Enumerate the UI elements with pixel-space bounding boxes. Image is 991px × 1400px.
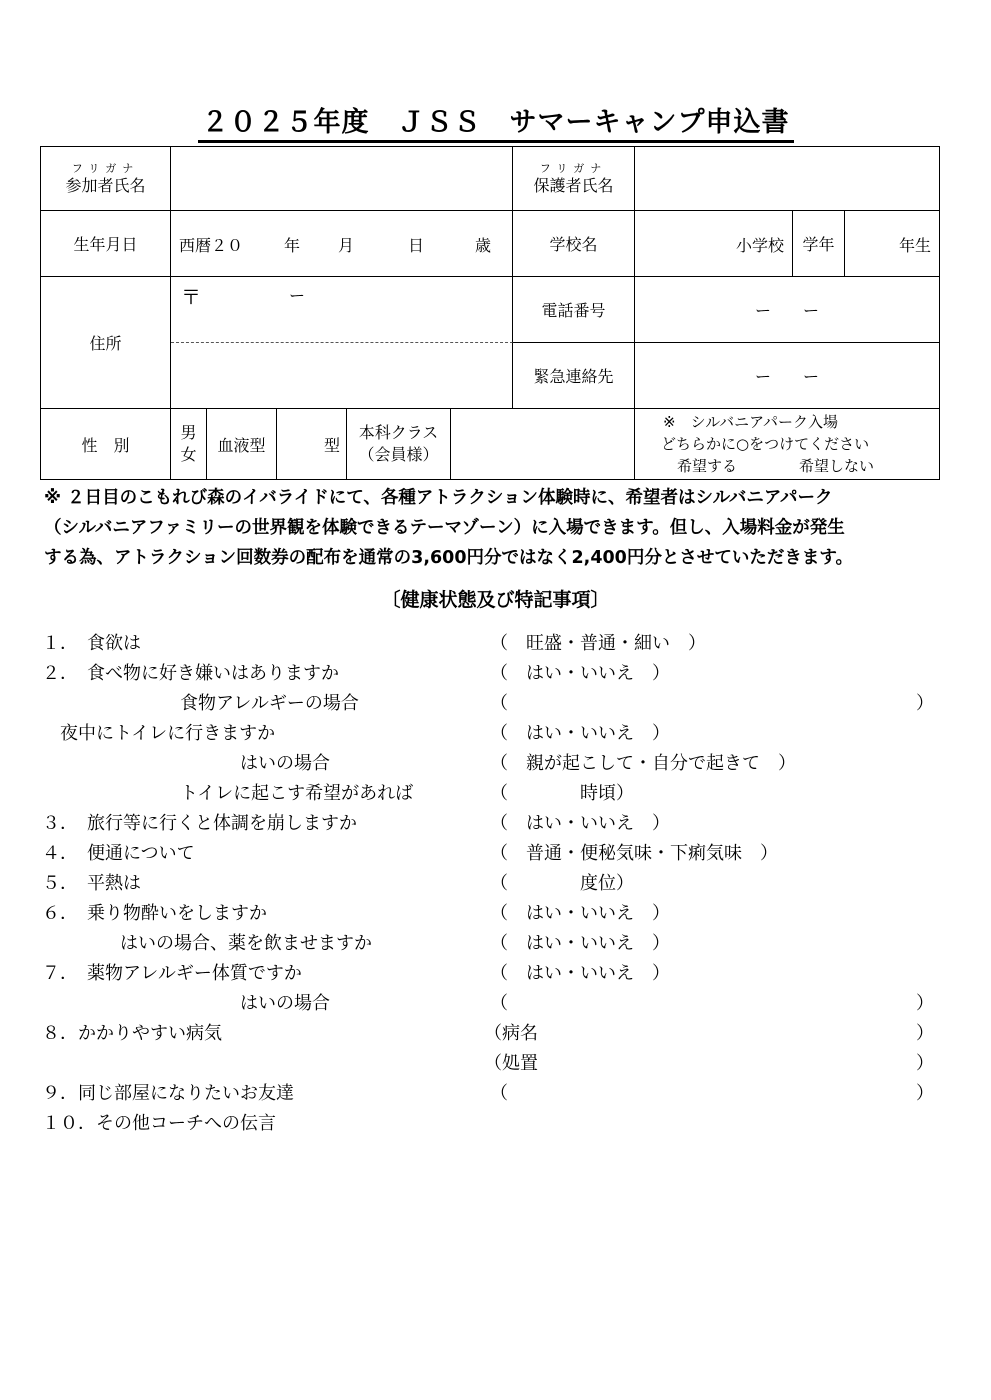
q-motion-sickness: ６． 乗り物酔いをしますか xyxy=(42,903,267,924)
blood-type-label: 血液型 xyxy=(207,409,277,479)
q-temperature: ５． 平熱は xyxy=(42,873,141,894)
grade-label: 学年 xyxy=(793,211,845,277)
participant-name-label: 参加者氏名 xyxy=(65,175,146,195)
a-wake-time[interactable]: （ 時頃） xyxy=(490,783,634,804)
guardian-furigana-label: フリガナ xyxy=(539,161,608,175)
park-note-line-1: ※ ２日目のこもれび森のイバライドにて、各種アトラクション体験時に、希望者はシルバニアパーク xyxy=(44,488,833,508)
q-bowel: ４． 便通について xyxy=(42,843,195,864)
blood-type-suffix: 型 xyxy=(323,436,340,455)
q-motion-medicine: はいの場合、薬を飲ませますか xyxy=(120,933,372,954)
q-night-toilet: 夜中にトイレに行きますか xyxy=(60,723,276,744)
birthdate-era: 西暦２０ xyxy=(179,236,244,255)
q-wake-time: トイレに起こす希望があれば xyxy=(180,783,414,804)
grade-field[interactable] xyxy=(845,211,939,277)
park-entry-instruction: どちらかに○をつけてください xyxy=(661,435,870,453)
a-food-preferences[interactable]: （ はい・いいえ ） xyxy=(490,663,670,684)
q-travel-health: ３． 旅行等に行くと体調を崩しますか xyxy=(42,813,357,834)
page-title: ２０２５年度 ＪＳＳ サマーキャンプ申込書 xyxy=(0,100,991,139)
q-common-illness: ８．かかりやすい病気 xyxy=(42,1023,222,1044)
address-field[interactable] xyxy=(171,343,513,409)
class-label-cell xyxy=(347,409,451,479)
park-wish-option[interactable]: 希望する xyxy=(677,457,738,475)
elementary-school-suffix: 小学校 xyxy=(735,236,784,255)
participant-name-label-cell xyxy=(41,147,171,211)
a-food-allergy-close: ） xyxy=(916,693,934,714)
a-motion-sickness[interactable]: （ はい・いいえ ） xyxy=(490,903,670,924)
address-label: 住所 xyxy=(41,277,171,409)
member-label: （会員様） xyxy=(358,445,439,464)
a-roommate-friend[interactable]: （ xyxy=(490,1083,508,1104)
a-illness-treatment-close: ） xyxy=(916,1053,934,1074)
applicant-info-table xyxy=(40,146,940,480)
phone-label: 電話番号 xyxy=(513,277,635,343)
emergency-dashes: ー ー xyxy=(754,367,819,386)
park-no-wish-option[interactable]: 希望しない xyxy=(799,457,875,475)
participant-name-field[interactable] xyxy=(171,147,513,211)
gender-female-option[interactable]: 女 xyxy=(180,445,197,464)
phone-field[interactable] xyxy=(635,277,939,343)
address-postal-field[interactable] xyxy=(171,277,513,343)
postal-mark: 〒 xyxy=(181,285,201,309)
a-drug-allergy-close: ） xyxy=(916,993,934,1014)
a-temperature[interactable]: （ 度位） xyxy=(490,873,634,894)
q-drug-allergy: ７． 薬物アレルギー体質ですか xyxy=(42,963,302,984)
emergency-contact-label: 緊急連絡先 xyxy=(513,343,635,409)
park-note xyxy=(44,483,954,573)
a-night-toilet[interactable]: （ はい・いいえ ） xyxy=(490,723,670,744)
a-drug-allergy-if-yes[interactable]: （ xyxy=(490,993,508,1014)
birthdate-day-label: 日 xyxy=(408,236,425,255)
guardian-name-field[interactable] xyxy=(635,147,939,211)
gender-male-option[interactable]: 男 xyxy=(180,423,197,442)
emergency-contact-field[interactable] xyxy=(635,343,939,409)
a-illness-treatment[interactable]: （処置 xyxy=(484,1053,538,1074)
park-note-line-3: する為、アトラクション回数券の配布を通常の3,600円分ではなく2,400円分とさせていただきます。 xyxy=(44,548,853,568)
q-food-allergy: 食物アレルギーの場合 xyxy=(180,693,359,714)
q-appetite: １． 食欲は xyxy=(42,633,141,654)
age-label: 歳 xyxy=(475,236,492,255)
a-drug-allergy[interactable]: （ はい・いいえ ） xyxy=(490,963,670,984)
health-section-title: 〔健康状態及び特記事項〕 xyxy=(381,589,610,611)
a-appetite[interactable]: （ 旺盛・普通・細い ） xyxy=(490,633,706,654)
a-bowel[interactable]: （ 普通・便秘気味・下痢気味 ） xyxy=(490,843,778,864)
q-roommate-friend: ９．同じ部屋になりたいお友達 xyxy=(42,1083,294,1104)
q-drug-allergy-if-yes: はいの場合 xyxy=(240,993,330,1014)
park-note-line-2: （シルバニアファミリーの世界観を体験できるテーマゾーン）に入場できます。但し、入場料金が発生 xyxy=(44,518,845,538)
q-message-to-coach: １０．その他コーチへの伝言 xyxy=(42,1113,276,1134)
school-label: 学校名 xyxy=(513,211,635,277)
q-night-toilet-if-yes: はいの場合 xyxy=(240,753,330,774)
participant-furigana-label: フリガナ xyxy=(71,161,140,175)
blood-type-field[interactable] xyxy=(277,409,347,479)
birthdate-label: 生年月日 xyxy=(41,211,171,277)
birthdate-month-label: 月 xyxy=(338,236,355,255)
a-travel-health[interactable]: （ はい・いいえ ） xyxy=(490,813,670,834)
park-entry-note: ※ シルバニアパーク入場 xyxy=(663,413,838,431)
park-entry-cell xyxy=(635,409,939,479)
class-label: 本科クラス xyxy=(358,423,439,442)
gender-options[interactable] xyxy=(171,409,207,479)
birthdate-field[interactable] xyxy=(171,211,513,277)
q-food-preferences: ２． 食べ物に好き嫌いはありますか xyxy=(42,663,339,684)
a-food-allergy[interactable]: （ xyxy=(490,693,508,714)
a-illness-name-close: ） xyxy=(916,1023,934,1044)
a-motion-medicine[interactable]: （ はい・いいえ ） xyxy=(490,933,670,954)
postal-dash: ー xyxy=(289,286,306,305)
class-field[interactable] xyxy=(451,409,635,479)
a-night-toilet-if-yes[interactable]: （ 親が起こして・自分で起きて ） xyxy=(490,753,796,774)
phone-dashes: ー ー xyxy=(754,301,819,320)
grade-suffix: 年生 xyxy=(898,236,931,255)
a-illness-name[interactable]: （病名 xyxy=(484,1023,538,1044)
guardian-name-label: 保護者氏名 xyxy=(533,175,614,195)
a-roommate-friend-close: ） xyxy=(916,1083,934,1104)
gender-label: 性 別 xyxy=(41,409,171,479)
birthdate-year-label: 年 xyxy=(284,236,301,255)
school-name-field[interactable] xyxy=(635,211,793,277)
guardian-name-label-cell xyxy=(513,147,635,211)
